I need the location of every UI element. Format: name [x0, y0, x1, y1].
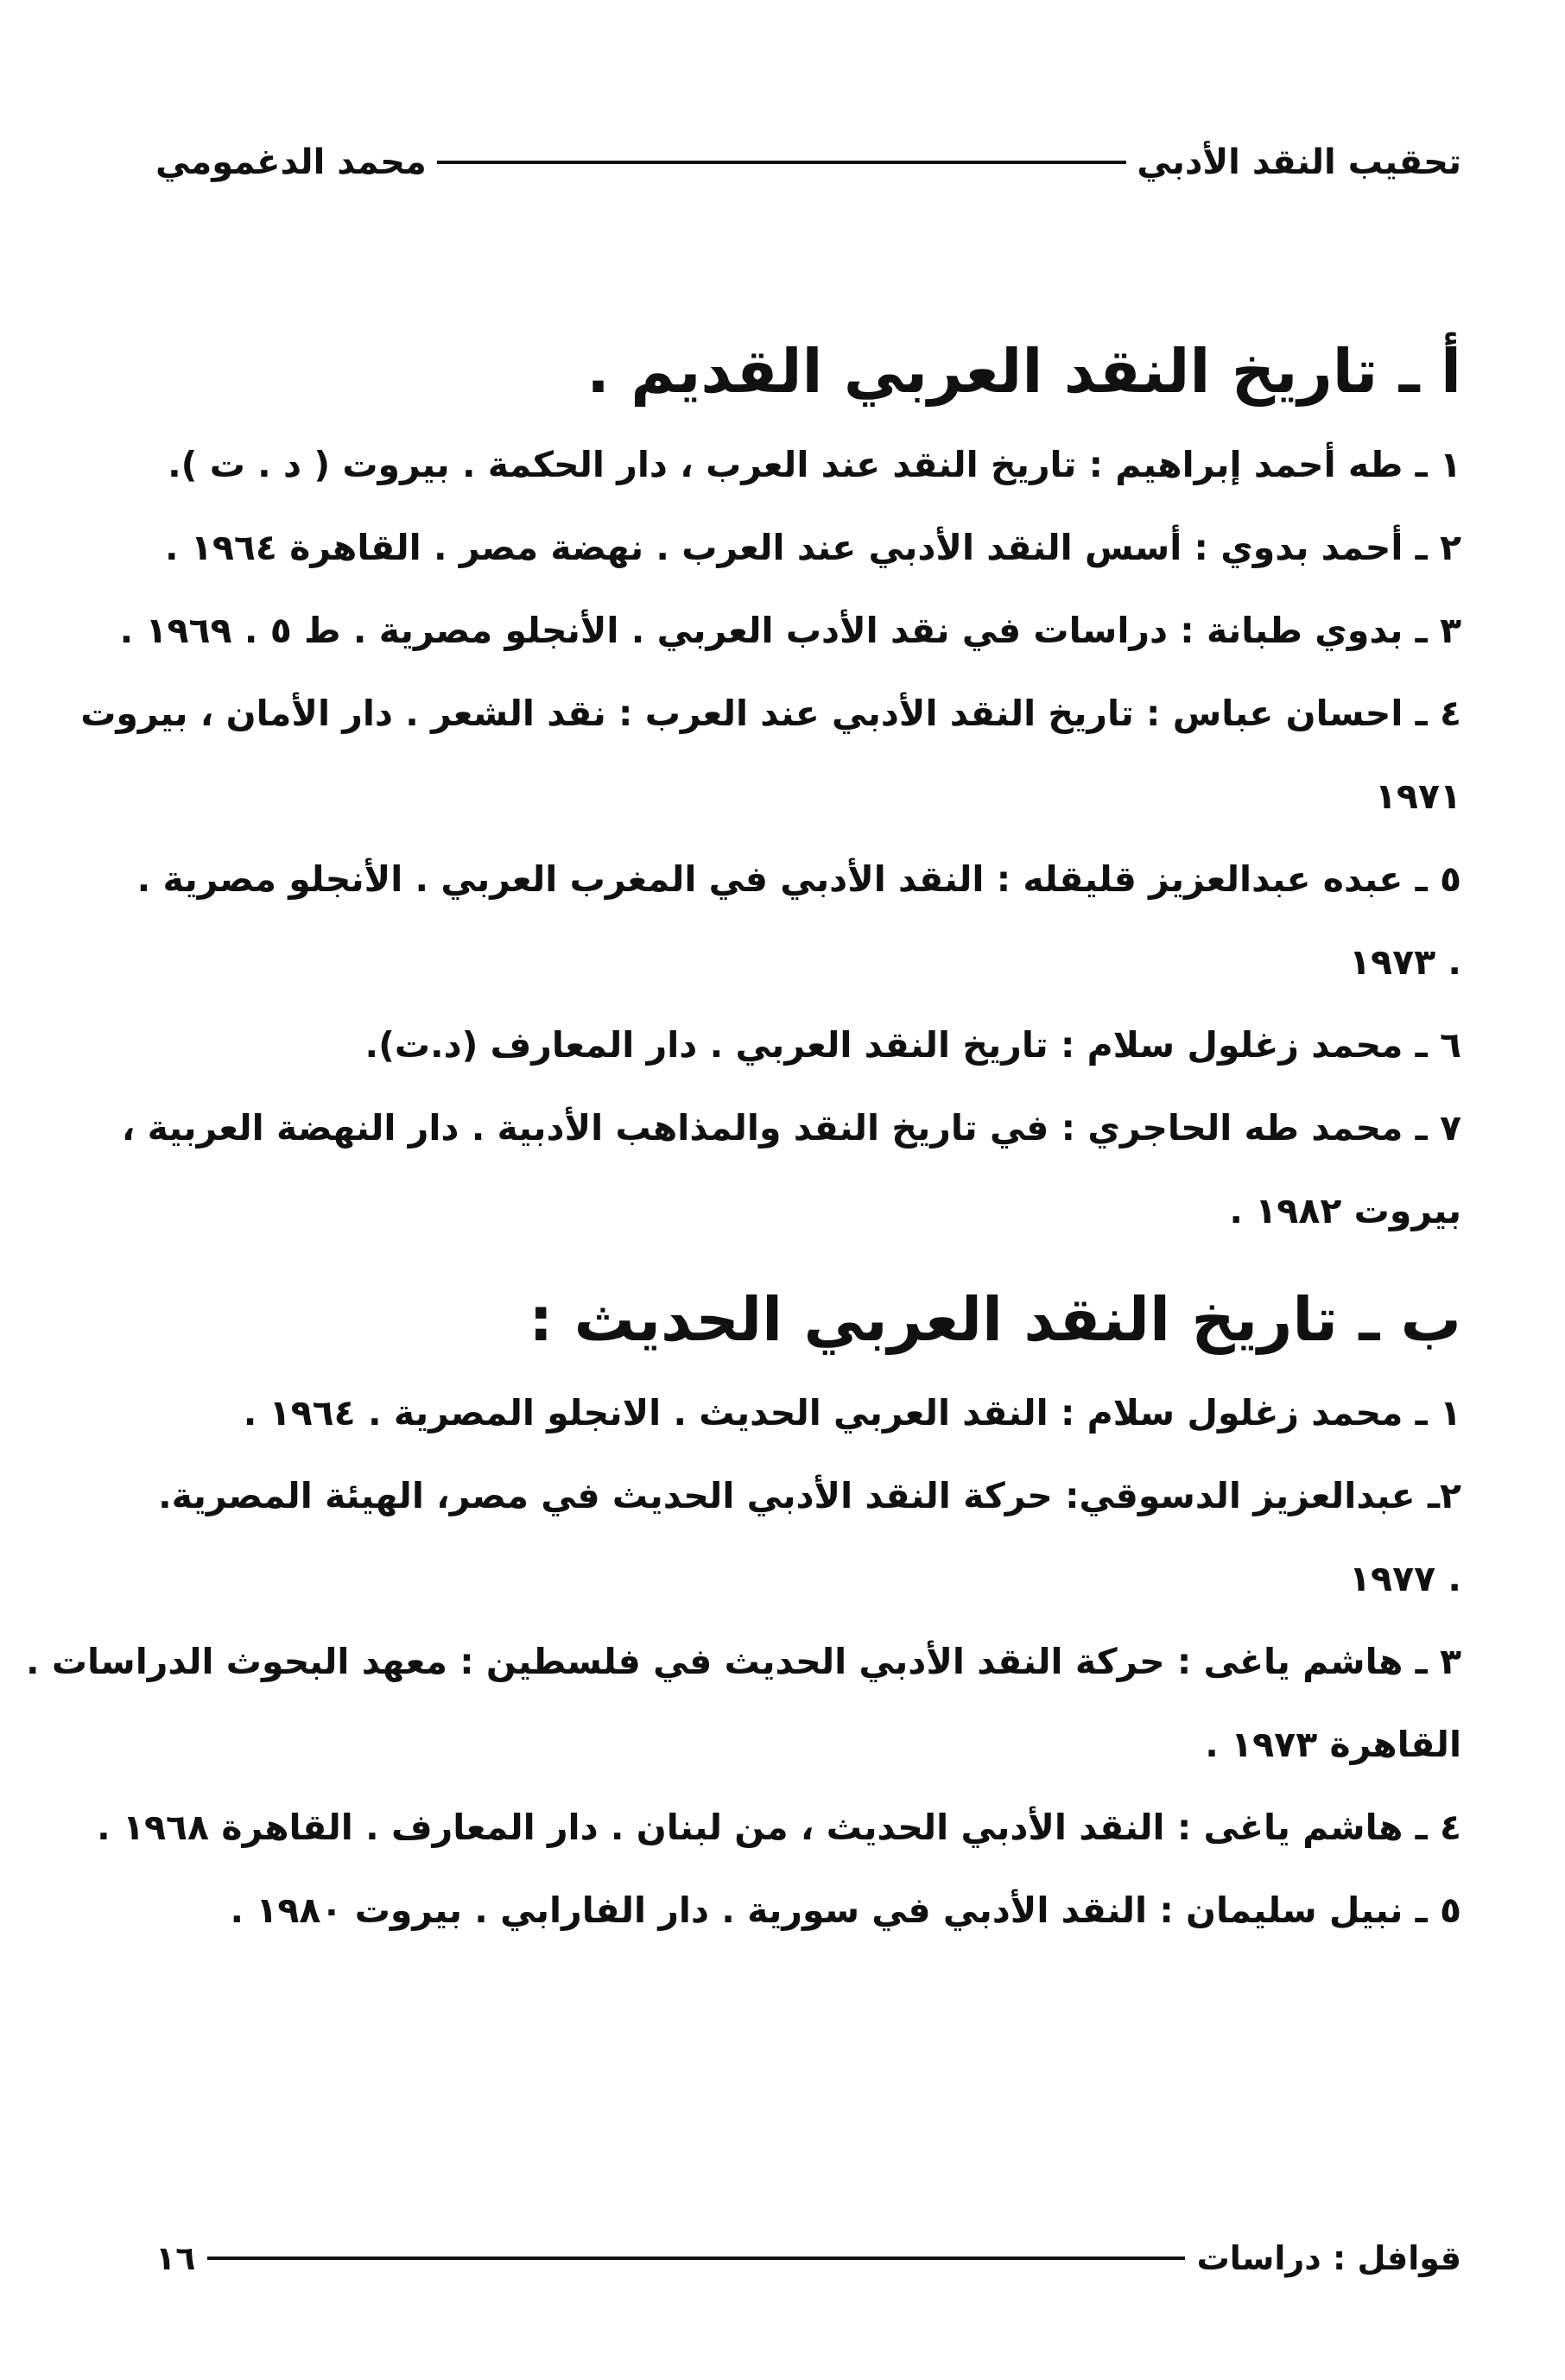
- list-item: ٤ ـ هاشم ياغى : النقد الأدبي الحديث ، من لبنان . دار المعارف . القاهرة ١٩٦٨ .: [97, 1807, 1461, 1848]
- section-title-classical: أ ـ تاريخ النقد العربي القديم .: [586, 336, 1461, 407]
- list-item-continuation: . ١٩٧٧: [1349, 1558, 1461, 1599]
- running-header: [155, 136, 1461, 188]
- list-item: ٣ ـ بدوي طبانة : دراسات في نقد الأدب العربي . الأنجلو مصرية . ط ٥ . ١٩٦٩ .: [119, 610, 1461, 651]
- list-item: ٧ ـ محمد طه الحاجري : في تاريخ النقد والمذاهب الأدبية . دار النهضة العربية ،: [121, 1107, 1461, 1149]
- list-item-continuation: القاهرة ١٩٧٣ .: [1205, 1724, 1461, 1765]
- list-item: ٥ ـ نبيل سليمان : النقد الأدبي في سورية . دار الفارابي . بيروت ١٩٨٠ .: [230, 1889, 1461, 1931]
- list-item: ٦ ـ محمد زغلول سلام : تاريخ النقد العربي . دار المعارف (د.ت).: [364, 1024, 1461, 1066]
- list-item: ٢ ـ أحمد بدوي : أسس النقد الأدبي عند العرب . نهضة مصر . القاهرة ١٩٦٤ .: [164, 527, 1461, 568]
- bibliography: [25, 320, 1461, 1952]
- footer-journal-title: قوافل : دراسات: [1196, 2239, 1461, 2277]
- section-gap: [114, 1252, 1461, 1268]
- list-item: ٤ ـ احسان عباس : تاريخ النقد الأدبي عند العرب : نقد الشعر . دار الأمان ، بيروت: [80, 693, 1461, 734]
- page-number: ١٦: [155, 2239, 196, 2277]
- list-item: ١ ـ طه أحمد إبراهيم : تاريخ النقد عند العرب ، دار الحكمة . بيروت ( د . ت ).: [168, 444, 1461, 485]
- header-rule: [437, 161, 1127, 164]
- list-item-continuation: بيروت ١٩٨٢ .: [1229, 1190, 1461, 1231]
- list-item: ٢ـ عبدالعزيز الدسوقي: حركة النقد الأدبي الحديث في مصر، الهيئة المصرية.: [158, 1475, 1461, 1516]
- section-title-modern: ب ـ تاريخ النقد العربي الحديث :: [529, 1284, 1461, 1355]
- header-book-title: تحقيب النقد الأدبي: [1137, 142, 1461, 182]
- list-item: ١ ـ محمد زغلول سلام : النقد العربي الحديث . الانجلو المصرية . ١٩٦٤ .: [243, 1392, 1461, 1434]
- running-footer: [155, 2232, 1461, 2284]
- list-item: ٥ ـ عبده عبدالعزيز قليقله : النقد الأدبي في المغرب العربي . الأنجلو مصرية .: [136, 858, 1461, 900]
- list-item: ٣ ـ هاشم ياغى : حركة النقد الأدبي الحديث في فلسطين : معهد البحوث الدراسات .: [25, 1641, 1461, 1682]
- list-item-continuation: . ١٩٧٣: [1349, 941, 1461, 983]
- footer-rule: [207, 2257, 1184, 2260]
- header-author: محمد الدغمومي: [155, 142, 427, 182]
- list-item-continuation: ١٩٧١: [1374, 775, 1461, 817]
